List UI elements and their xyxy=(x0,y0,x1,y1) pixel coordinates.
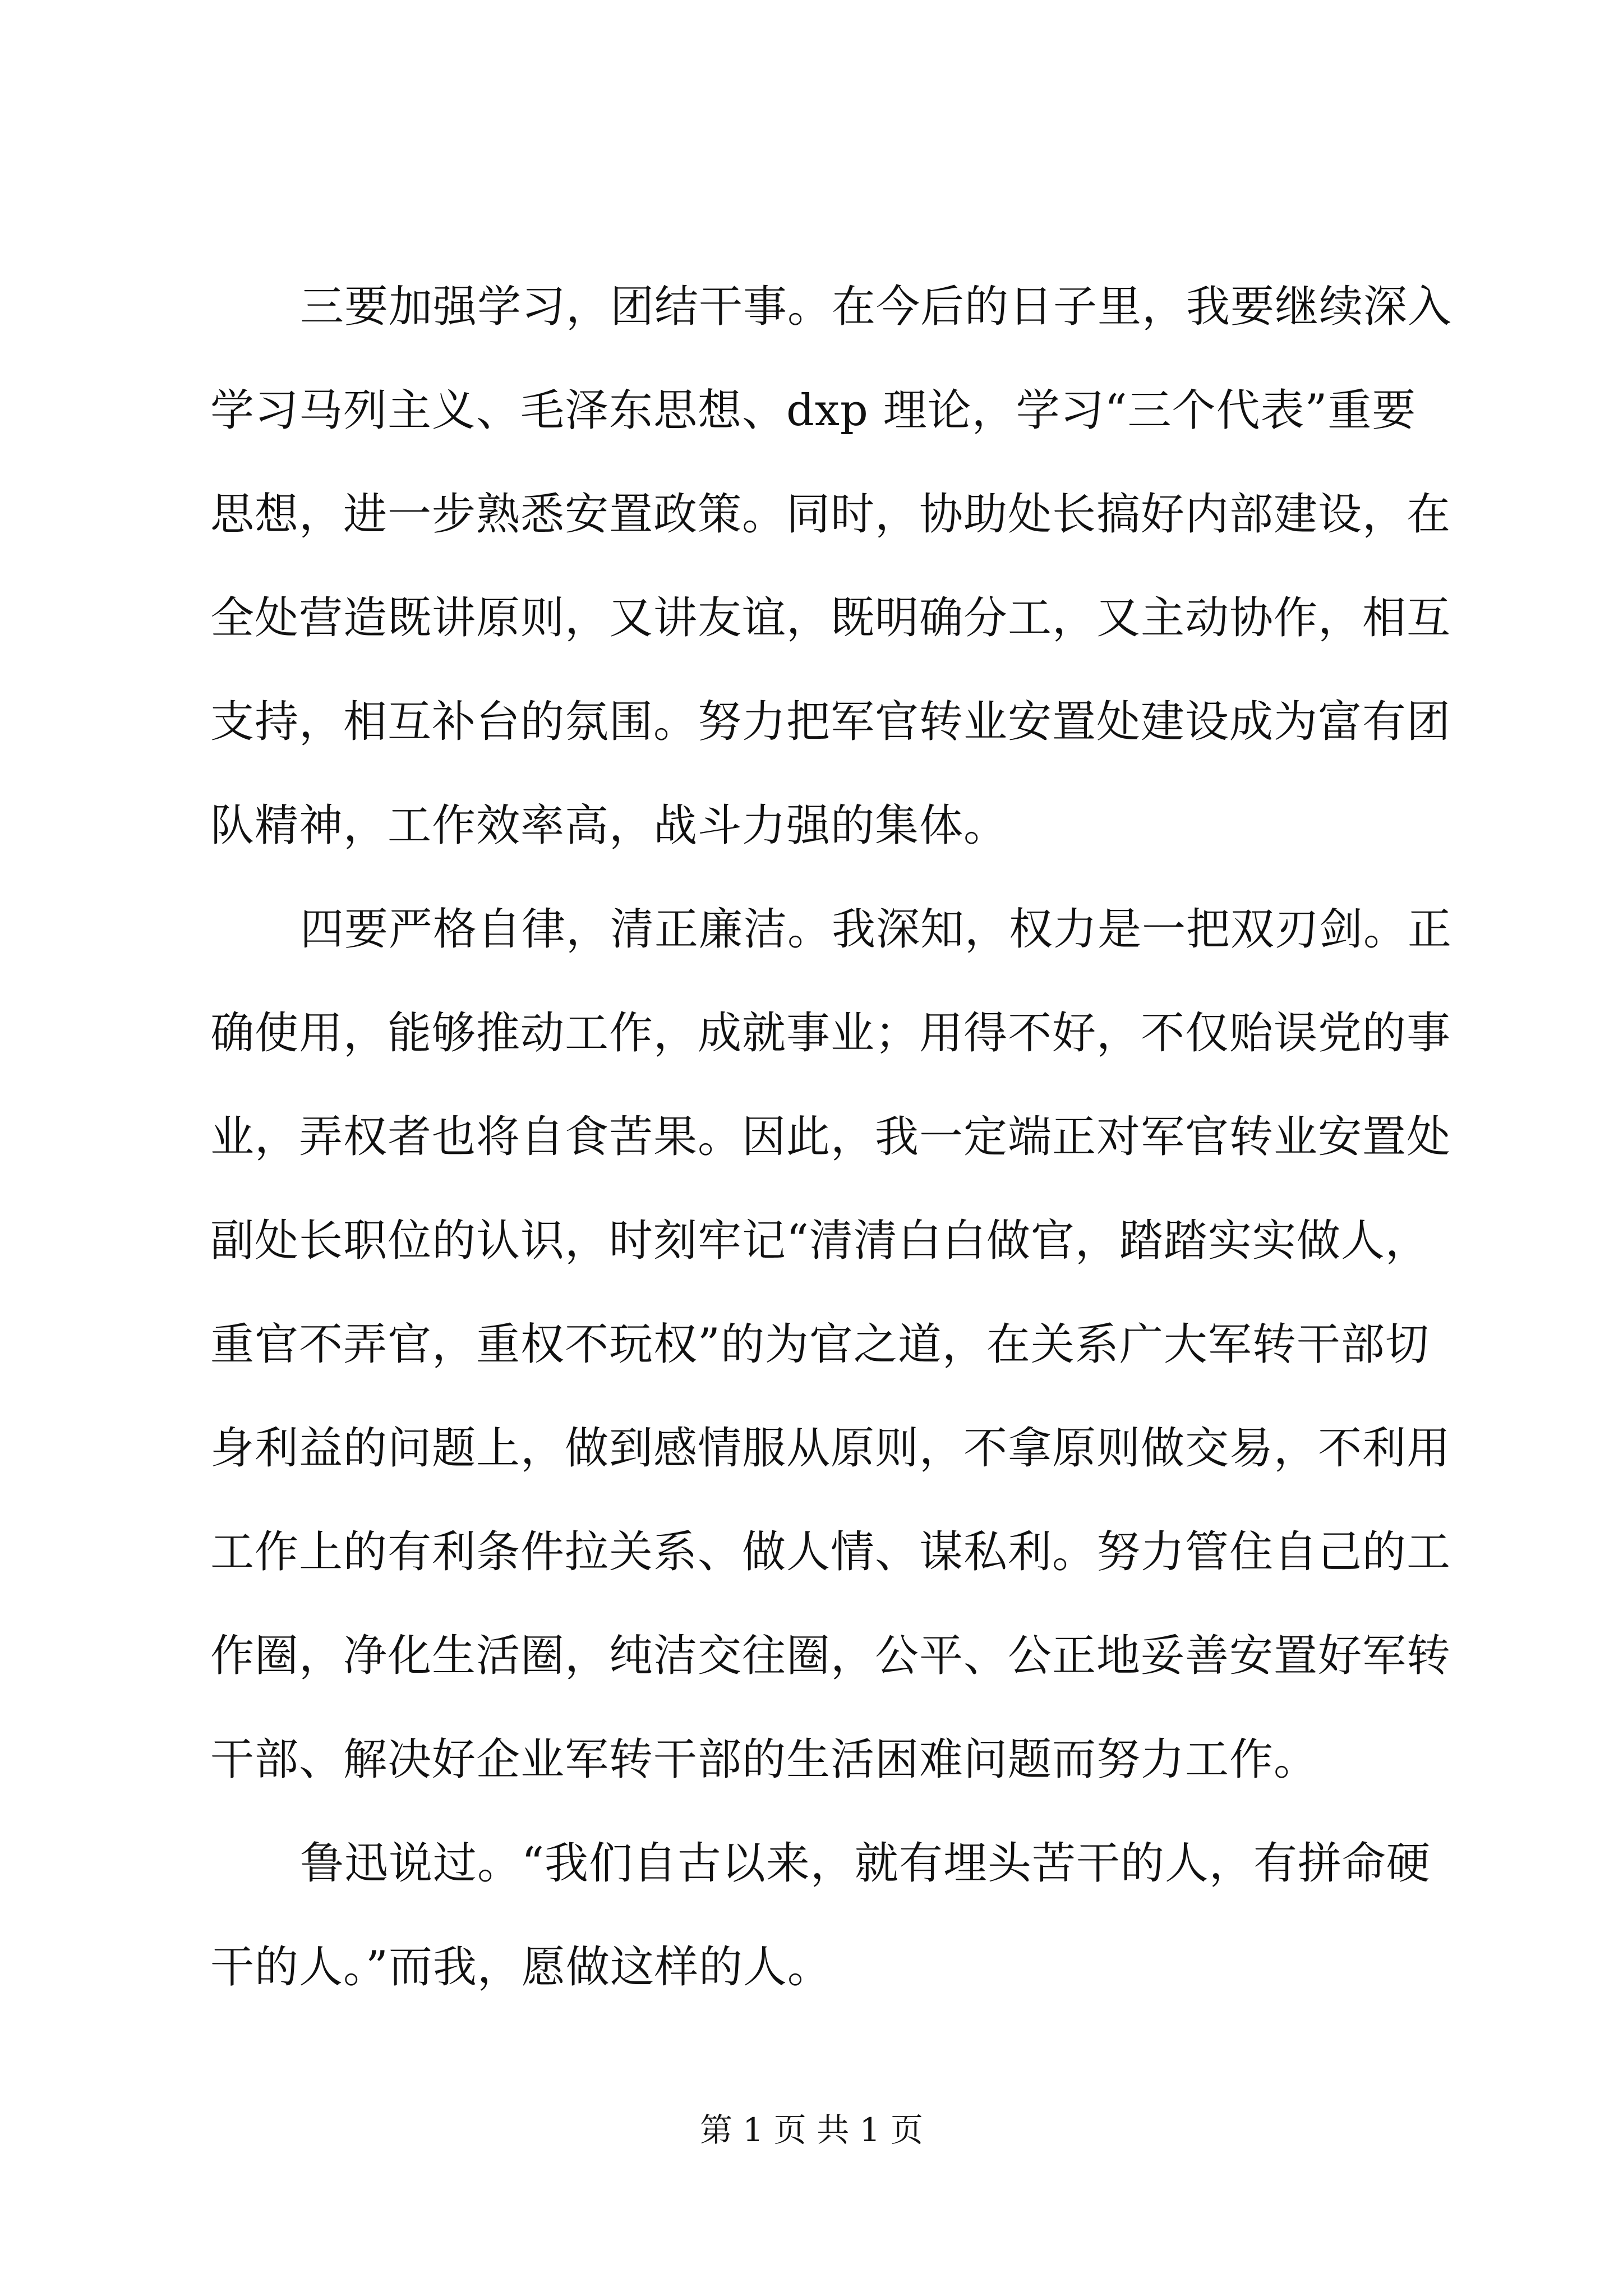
paragraph-1-line-5: 支持，相互补台的氛围。努力把军官转业安置处建设成为富有团 xyxy=(210,697,1451,747)
page-number-label: 第 1 页 共 1 页 xyxy=(700,2111,923,2149)
paragraph-1-line-6: 队精神，工作效率高，战斗力强的集体。 xyxy=(210,800,1008,851)
paragraph-2-line-4: 副处长职位的认识，时刻牢记“清清白白做官，踏踏实实做人， xyxy=(210,1216,1430,1266)
paragraph-1-line-2: 学习马列主义、毛泽东思想、dxp 理论，学习“三个代表”重要 xyxy=(210,385,1417,436)
paragraph-2-line-5: 重官不弄官，重权不玩权”的为官之道，在关系广大军转干部切 xyxy=(210,1319,1430,1370)
paragraph-3-line-2: 干的人。”而我，愿做这样的人。 xyxy=(210,1942,832,1993)
paragraph-2-line-1: 四要严格自律，清正廉洁。我深知，权力是一把双刃剑。正 xyxy=(300,904,1453,955)
paragraph-3-line-1: 鲁迅说过。“我们自古以来，就有埋头苦干的人，有拼命硬 xyxy=(300,1838,1431,1889)
paragraph-1-line-1: 三要加强学习，团结干事。在今后的日子里，我要继续深入 xyxy=(300,282,1453,332)
document-body xyxy=(210,255,1453,2019)
paragraph-2-line-6: 身利益的问题上，做到感情服从原则，不拿原则做交易，不利用 xyxy=(210,1423,1451,1474)
paragraph-2-line-3: 业，弄权者也将自食苦果。因此，我一定端正对军官转业安置处 xyxy=(210,1112,1451,1162)
page-footer xyxy=(0,2105,1623,2155)
paragraph-2-line-9: 干部、解决好企业军转干部的生活困难问题而努力工作。 xyxy=(210,1734,1318,1785)
paragraph-2-line-2: 确使用，能够推动工作，成就事业；用得不好，不仅贻误党的事 xyxy=(210,1008,1451,1059)
paragraph-2-line-8: 作圈，净化生活圈，纯洁交往圈，公平、公正地妥善安置好军转 xyxy=(210,1631,1451,1681)
paragraph-2-line-7: 工作上的有利条件拉关系、做人情、谋私利。努力管住自己的工 xyxy=(210,1527,1451,1577)
paragraph-1-line-4: 全处营造既讲原则，又讲友谊，既明确分工，又主动协作，相互 xyxy=(210,593,1451,643)
paragraph-1-line-3: 思想，进一步熟悉安置政策。同时，协助处长搞好内部建设，在 xyxy=(210,489,1451,540)
